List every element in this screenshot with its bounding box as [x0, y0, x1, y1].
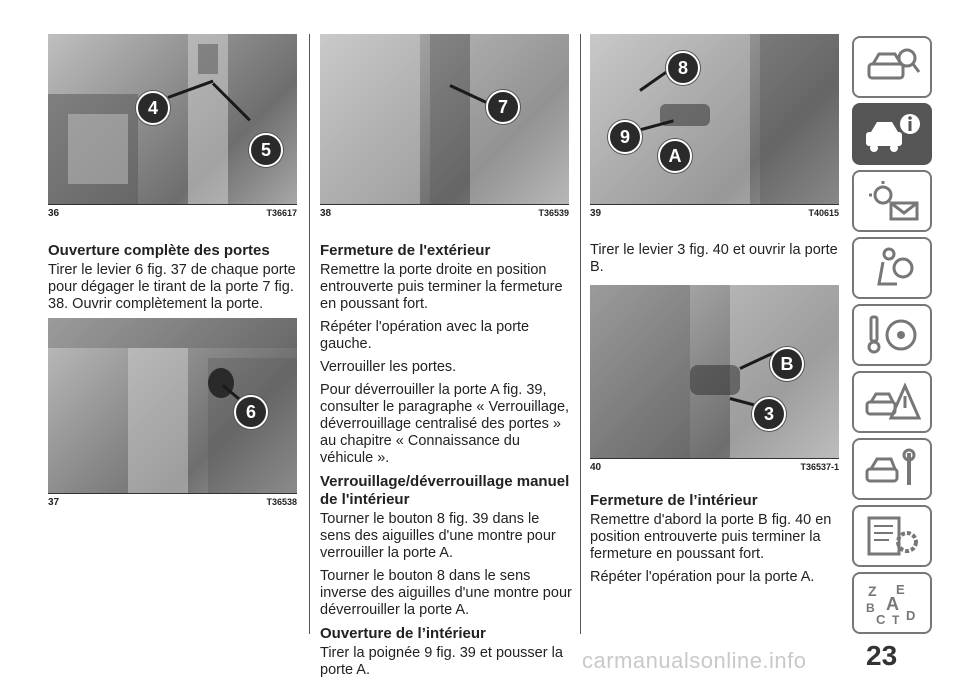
airbag-seat-icon — [863, 246, 921, 290]
figure-36-caption — [48, 204, 297, 222]
svg-text:T: T — [892, 613, 900, 626]
column-divider — [309, 34, 310, 634]
paragraph: Remettre la porte droite en position entrouverte puis terminer la fermeture en poussant fort. — [320, 262, 563, 312]
callout-7: 7 — [486, 90, 520, 124]
figure-number: 40 — [590, 462, 602, 473]
paragraph: Répéter l'opération avec la porte gauche. — [320, 319, 530, 352]
figure-code: T36538 — [266, 497, 297, 507]
column-divider — [580, 34, 581, 634]
figure-38-image — [320, 34, 569, 204]
paragraph: Remettre d'abord la porte B fig. 40 en position entrouverte puis terminer la fermeture en poussant fort. — [590, 512, 832, 562]
figure-39-caption — [590, 204, 839, 222]
callout-8: 8 — [666, 51, 700, 85]
warning-lights-message-icon — [863, 179, 921, 223]
callout-B: B — [770, 347, 804, 381]
figure-37-image — [48, 318, 297, 493]
chapter-tab-getting-to-know[interactable] — [852, 36, 932, 98]
paragraph: Tirer la poignée 9 fig. 39 et pousser la porte A. — [320, 645, 563, 678]
paragraph: Tourner le bouton 8 dans le sens inverse des aiguilles d'une montre pour déverrouiller la porte A. — [320, 568, 572, 618]
figure-40-image — [590, 285, 839, 458]
figure-number: 37 — [48, 497, 60, 508]
callout-9: 9 — [608, 120, 642, 154]
figure-40-caption — [590, 458, 839, 476]
figure-37-caption — [48, 493, 297, 511]
paragraph: Pour déverrouiller la porte A fig. 39, consulter le paragraphe « Verrouillage, déverrouillage centralisé des portes » au chapitre « Connaissance du véhicule ». — [320, 382, 570, 466]
chapter-tab-index[interactable] — [852, 572, 932, 634]
figure-code: T40615 — [808, 208, 839, 218]
alphabetical-index-icon — [862, 580, 922, 626]
callout-6: 6 — [234, 395, 268, 429]
svg-text:A: A — [886, 594, 899, 614]
figure-code: T36617 — [266, 208, 297, 218]
paragraph: Tirer le levier 3 fig. 40 et ouvrir la porte B. — [590, 242, 838, 275]
chapter-tab-warning-lights[interactable] — [852, 170, 932, 232]
chapter-tab-emergency[interactable] — [852, 371, 932, 433]
chapter-tab-vehicle-info[interactable] — [852, 103, 932, 165]
paragraph: Tourner le bouton 8 fig. 39 dans le sens des aiguilles d'une montre pour verrouiller la porte A. — [320, 511, 556, 561]
figure-number: 39 — [590, 208, 602, 219]
figure-number: 36 — [48, 208, 60, 219]
callout-4: 4 — [136, 91, 170, 125]
paragraph: Verrouiller les portes. — [320, 359, 457, 375]
figure-number: 38 — [320, 208, 332, 219]
svg-text:E: E — [896, 582, 905, 597]
figure-code: T36539 — [538, 208, 569, 218]
paragraph: Tirer le levier 6 fig. 37 de chaque porte pour dégager le tirant de la porte 7 fig. 38. Ouvrir complètement la porte. — [48, 262, 296, 312]
callout-A: A — [658, 139, 692, 173]
car-search-icon — [863, 46, 921, 88]
chapter-tab-safety[interactable] — [852, 237, 932, 299]
car-wrench-icon — [863, 447, 921, 491]
svg-text:D: D — [906, 608, 916, 623]
specifications-gear-icon — [863, 514, 921, 558]
figure-38-caption — [320, 204, 569, 222]
callout-3: 3 — [752, 397, 786, 431]
column-3-text-top — [590, 242, 842, 282]
column-2-text — [320, 242, 572, 685]
section-heading: Ouverture de l’intérieur — [320, 625, 486, 642]
column-3-text-bottom — [590, 492, 842, 592]
svg-text:C: C — [876, 612, 886, 626]
car-info-icon — [862, 112, 922, 156]
svg-text:B: B — [866, 601, 875, 615]
column-1-text — [48, 242, 300, 319]
figure-code: T36537-1 — [800, 462, 839, 472]
paragraph: Répéter l'opération pour la porte A. — [590, 569, 815, 585]
car-warning-triangle-icon — [863, 380, 921, 424]
watermark: carmanualsonline.info — [582, 648, 807, 673]
chapter-tab-starting-driving[interactable] — [852, 304, 932, 366]
figure-39-image — [590, 34, 839, 204]
figure-36-image — [48, 34, 297, 204]
svg-text:Z: Z — [868, 583, 877, 599]
key-steering-wheel-icon — [863, 313, 921, 357]
section-heading: Fermeture de l’intérieur — [590, 492, 758, 509]
page-number: 23 — [866, 640, 898, 671]
chapter-tab-maintenance[interactable] — [852, 438, 932, 500]
chapter-tab-technical-data[interactable] — [852, 505, 932, 567]
section-heading: Fermeture de l'extérieur — [320, 242, 491, 259]
callout-5: 5 — [249, 133, 283, 167]
section-heading: Verrouillage/déverrouillage manuel de l'intérieur — [320, 473, 570, 508]
section-heading: Ouverture complète des portes — [48, 242, 270, 259]
